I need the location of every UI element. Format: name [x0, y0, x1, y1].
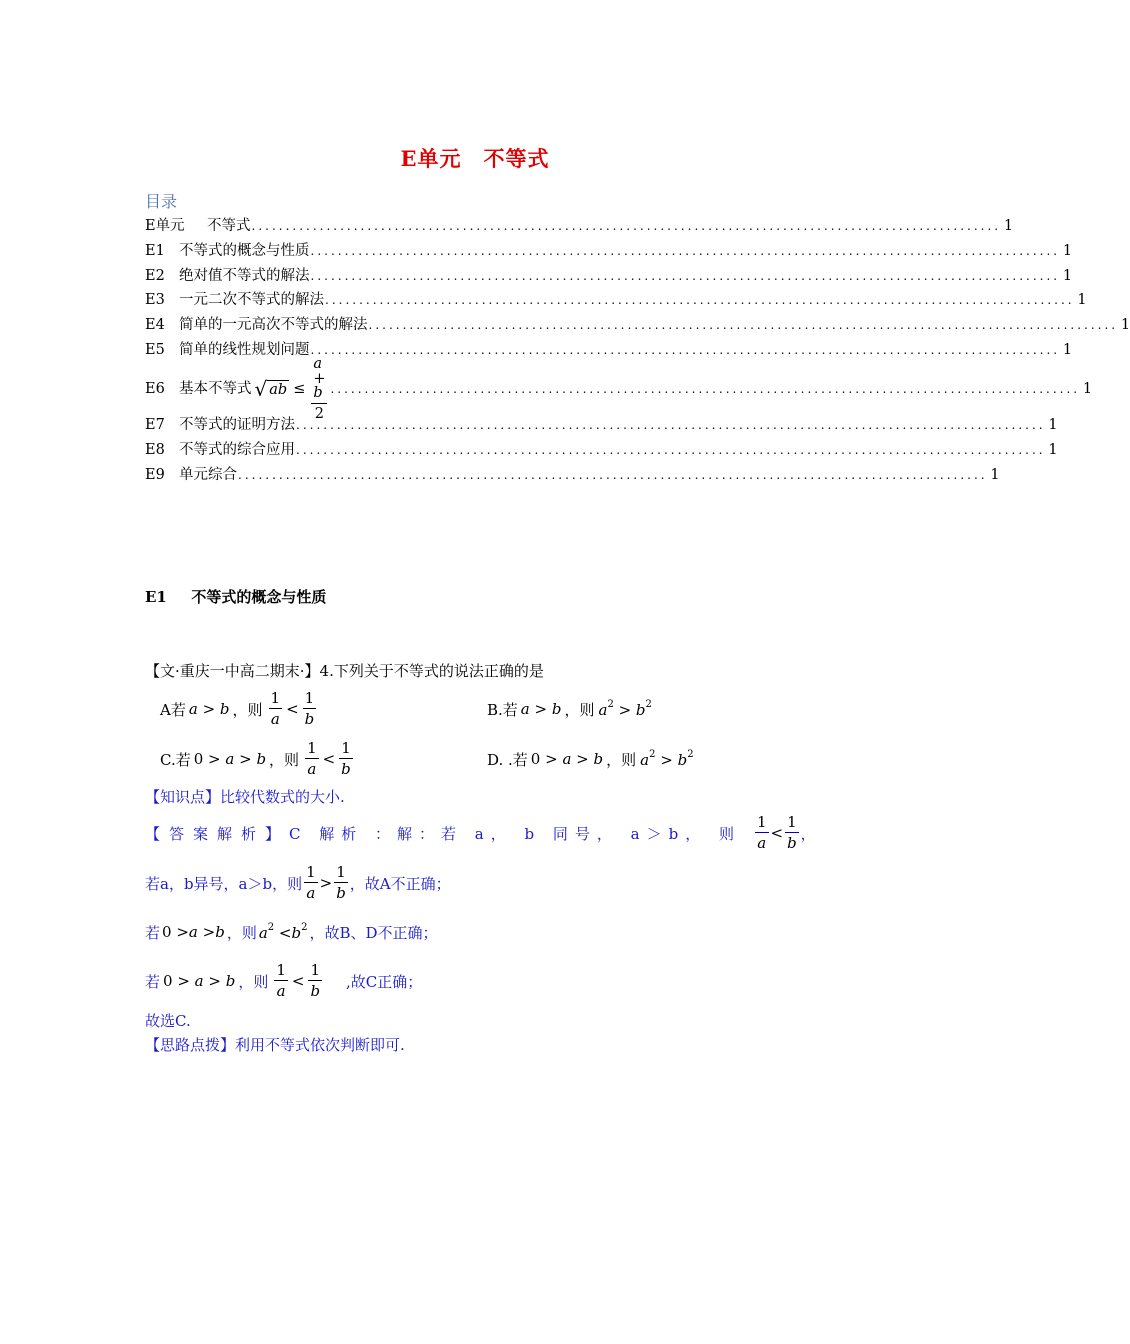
option-then: ，则 [232, 700, 263, 719]
toc-item[interactable] [145, 356, 1093, 422]
analysis-line-3-then: ，则 [226, 923, 257, 942]
toc-item-number: E1 [145, 243, 165, 259]
toc-item-number: E7 [145, 417, 165, 433]
toc-leader: .............................................................................................................. [238, 468, 988, 482]
option-b-prefix: B.若 [487, 700, 518, 719]
toc-item-label: 单元综合 [179, 467, 237, 483]
section-name: 不等式的概念与性质 [191, 588, 327, 606]
toc-item-label: 一元二次不等式的解法 [179, 292, 324, 308]
option-d: D. .若 0 > a > b ，则 $a^2 > b^2$ [487, 749, 694, 769]
section-number: E1 [145, 588, 167, 606]
toc-item-label: 简单的一元高次不等式的解法 [179, 317, 368, 333]
toc-leader: .............................................................................................................. [330, 382, 1081, 396]
toc-item-label: 基本不等式 [179, 381, 252, 397]
option-a-prefix: A若 [160, 700, 186, 719]
question-source: 【文·重庆一中高二期末·】 [145, 662, 320, 680]
toc-item-page: 1 [1062, 268, 1073, 284]
toc-leader: .............................................................................................................. [296, 443, 1046, 457]
conclusion: 故选C. [145, 1011, 191, 1030]
toc-leader: .............................................................................................................. [310, 343, 1061, 357]
toc-item[interactable] [145, 242, 1073, 260]
toc-item-number: E2 [145, 268, 165, 284]
analysis-line-2: 若a，b异号，a＞b，则 $\frac{1}{a}$ > $\frac{1}{b}$ ，故A不正确； [145, 863, 451, 902]
basic-inequality-formula: √ ab ≤ $\frac{a + b}{2}$ [254, 356, 326, 422]
option-then: ，则 [606, 750, 637, 769]
toc-item-page: 1 [1062, 243, 1073, 259]
question-text: 4.下列关于不等式的说法正确的是 [319, 662, 544, 680]
toc-item-label: 不等式的证明方法 [179, 417, 295, 433]
option-b: B.若 a > b ，则 $a^2 > b^2$ [487, 699, 652, 719]
analysis-line-4-then: ，则 [238, 972, 269, 991]
toc-heading: 目录 [145, 192, 178, 211]
analysis-line-2-suffix: ，故A不正确； [349, 874, 451, 893]
toc-item-page: 1 [1062, 342, 1073, 358]
toc-item-label: 简单的线性规划问题 [179, 342, 310, 358]
toc-item[interactable] [145, 217, 1014, 235]
toc-item-label: 不等式的概念与性质 [179, 243, 310, 259]
toc-item-number: E3 [145, 292, 165, 308]
toc-leader: .............................................................................................................. [368, 318, 1119, 332]
toc-leader: .............................................................................................................. [310, 269, 1061, 283]
toc-item-number: E5 [145, 342, 165, 358]
analysis-line-3-prefix: 若 [145, 923, 161, 942]
toc-item-page: 1 [1082, 381, 1093, 397]
analysis-line-4-prefix: 若 [145, 972, 161, 991]
toc-item-label: 不等式的综合应用 [179, 442, 295, 458]
toc-item-page: 1 [1048, 442, 1058, 458]
option-d-prefix: D. .若 [487, 750, 528, 769]
section-title [145, 586, 326, 607]
analysis-line-3: 若 0 >a >b ，则 $a^2 <b^2$ ，故B、D不正确； [145, 922, 438, 942]
toc-item[interactable] [145, 441, 1058, 459]
solution-hint: 【思路点拨】利用不等式依次判断即可. [145, 1035, 405, 1054]
toc-item-number: E4 [145, 317, 165, 333]
analysis-text: C 解析 ：解：若 a， b 同号， a＞b， 则 [289, 824, 741, 843]
analysis-line-4-suffix: ,故C正确； [346, 972, 423, 991]
analysis-label: 【答案解析】 [145, 824, 290, 843]
option-then: ，则 [269, 750, 300, 769]
toc-item-page: 1 [1048, 417, 1058, 433]
toc-item-number: E9 [145, 467, 165, 483]
analysis-line-3-suffix: ，故B、D不正确； [309, 923, 438, 942]
knowledge-point: 【知识点】比较代数式的大小. [145, 787, 345, 806]
toc-leader: .............................................................................................................. [296, 418, 1046, 432]
toc-item-number: E8 [145, 442, 165, 458]
toc-item-page: 1 [1120, 317, 1130, 333]
analysis-line-4: 若 0 > a > b ，则 $\frac{1}{a}$ < $\frac{1}{b}$ ,故C正确； [145, 961, 423, 1000]
toc-item-label: 不等式 [207, 218, 251, 234]
option-c: C.若 0 > a > b ，则 $\frac{1}{a}$ < $\frac{1}{b}$ [160, 739, 351, 778]
toc-leader: .............................................................................................................. [310, 244, 1061, 258]
toc-item-page: 1 [1003, 218, 1014, 234]
toc-item[interactable] [145, 316, 1130, 334]
answer-analysis: 【答案解析】 C 解析 ：解：若 a， b 同号， a＞b， 则 $\frac{1}{a}$ < $\frac{1}{b}$ ， [145, 813, 816, 852]
toc-item-number: E6 [145, 381, 165, 397]
option-a: A若 a > b ，则 $\frac{1}{a}$ < $\frac{1}{b}$ [160, 689, 315, 728]
toc-item-label: 绝对值不等式的解法 [179, 268, 310, 284]
toc-item[interactable] [145, 267, 1073, 285]
toc-item[interactable] [145, 416, 1058, 434]
option-c-prefix: C.若 [160, 750, 191, 769]
toc-item-number: E单元 [145, 218, 185, 234]
toc-item[interactable] [145, 466, 1000, 484]
toc-item-page: 1 [1077, 292, 1087, 308]
toc-item-page: 1 [990, 467, 1000, 483]
analysis-line-2-prefix: 若a，b异号，a＞b，则 [145, 874, 303, 893]
toc-item[interactable] [145, 341, 1073, 359]
toc-item[interactable] [145, 291, 1087, 309]
toc-leader: .............................................................................................................. [251, 219, 1002, 233]
page-title: E单元 不等式 [400, 146, 550, 171]
question-stem [145, 660, 544, 681]
toc-leader: .............................................................................................................. [325, 293, 1075, 307]
option-then: ，则 [564, 700, 595, 719]
